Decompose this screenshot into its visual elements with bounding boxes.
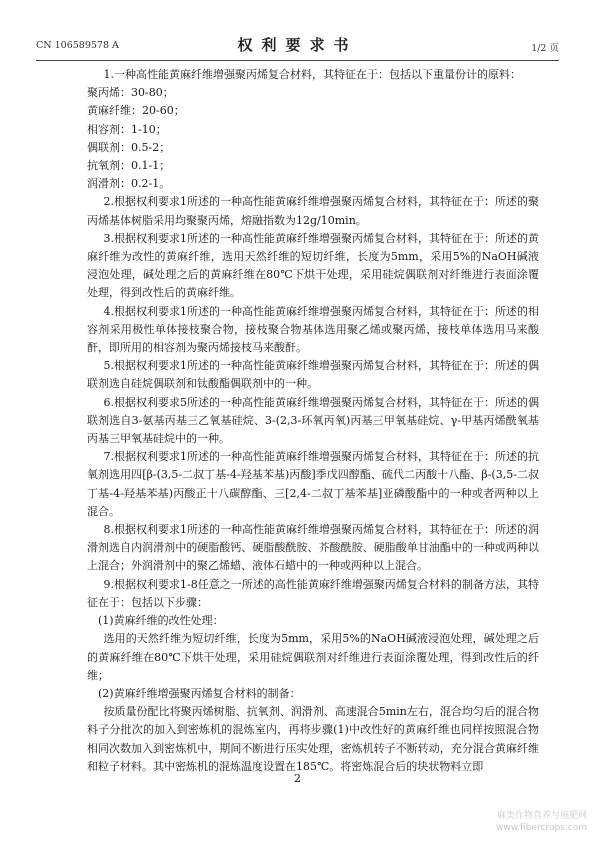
watermark-line: www.fibercrops.com [496, 823, 587, 833]
publication-number: CN 106589578 A [36, 40, 119, 51]
claim-paragraph: 按质量份配比将聚丙烯树脂、抗氧剂、润滑剂、高速混合5min左右，混合均匀后的混合物料子分批次的加入到密炼机的混炼室内，再将步骤(1)中改性好的黄麻纤维也同样按照混合物相同次数加入到密炼机中，期间不断进行压实处理，密炼机转子不断转动，充分混合黄麻纤维和粒子材料。其中密炼机的混炼温度设置在185℃。将密炼混合后的块状物料立即 [87, 705, 539, 773]
claim-paragraph: 相容剂：1-10； [87, 122, 167, 136]
claim-paragraph: 黄麻纤维：20-60； [87, 104, 185, 118]
claim-paragraph: 6.根据权利要求5所述的一种高性能黄麻纤维增强聚丙烯复合材料，其特征在于：所述的偶联剂选自3-氨基丙基三乙氧基硅烷、3-(2,3-环氧丙氧)丙基三甲氧基硅烷、γ-甲基丙烯酰氧基丙基三甲氧基硅烷中的一种。 [87, 395, 539, 446]
watermark-line: 麻类作物营养与施肥网 [496, 811, 587, 821]
claim-paragraph: 选用的天然纤维为短切纤维，长度为5mm，采用5%的NaOH碱液浸泡处理，碱处理之后的黄麻纤维在80℃下烘干处理，采用硅烷偶联剂对纤维进行表面涂覆处理，得到改性后的纤维； [87, 632, 539, 682]
claim-step-heading: (2)黄麻纤维增强聚丙烯复合材料的制备： [98, 686, 301, 700]
claim-paragraph: 8.根据权利要求1所述的一种高性能黄麻纤维增强聚丙烯复合材料，其特征在于：所述的润滑剂选自内润滑剂中的硬脂酸钙、硬脂酸酰胺、芥酸酰胺、硬脂酸单甘油酯中的一种或两种以上混合；外润滑剂中的聚乙烯蜡、液体石蜡中的一种或两种以上混合。 [87, 523, 539, 573]
claim-paragraph: 7.根据权利要求1所述的一种高性能黄麻纤维增强聚丙烯复合材料，其特征在于：所述的抗氧剂选用四[β-(3,5-二叔丁基-4-羟基苯基)丙酸]季戊四醇酯、硫代二丙酸十八酯、β-(3,5-二叔丁基-4-羟基苯基)丙酸正十八碳醇酯、三[2,4-二叔丁基苯基]亚磷酸酯中的一种或者两种以上混合。 [87, 450, 539, 518]
page-number: 2 [294, 772, 301, 785]
claim-paragraph: 聚丙烯：30-80； [87, 86, 174, 100]
claim-paragraph: 9.根据权利要求1-8任意之一所述的高性能黄麻纤维增强聚丙烯复合材料的制备方法，其特征在于：包括以下步骤： [87, 577, 539, 609]
claim-step-heading: (1)黄麻纤维的改性处理： [98, 614, 224, 628]
claim-paragraph: 抗氧剂：0.1-1； [87, 159, 171, 173]
header-divider [36, 60, 559, 61]
claims-body [87, 66, 539, 776]
claim-paragraph: 1.一种高性能黄麻纤维增强聚丙烯复合材料，其特征在于：包括以下重量份计的原料： [103, 68, 521, 81]
claim-paragraph: 润滑剂：0.2-1。 [87, 177, 171, 191]
claim-paragraph: 4.根据权利要求1所述的一种高性能黄麻纤维增强聚丙烯复合材料，其特征在于：所述的相容剂采用极性单体接枝聚合物，接枝聚合物基体选用聚乙烯或聚丙烯，接枝单体选用马来酸酐，即所用的相容剂为聚丙烯接枝马来酸酐。 [87, 304, 539, 355]
claim-paragraph: 3.根据权利要求1所述的一种高性能黄麻纤维增强聚丙烯复合材料，其特征在于：所述的黄麻纤维为改性的黄麻纤维，选用天然纤维的短切纤维，长度为5mm，采用5%的NaOH碱液浸泡处理，碱处理之后的黄麻纤维在80℃下烘干处理，采用硅烷偶联剂对纤维进行表面涂覆处理，得到改性后的黄麻纤维。 [87, 231, 539, 300]
document-title: 权利要求书 [237, 36, 358, 54]
page-header [36, 34, 559, 58]
page-indicator: 1/2 页 [531, 43, 559, 54]
site-watermark [496, 810, 587, 834]
claim-paragraph: 2.根据权利要求1所述的一种高性能黄麻纤维增强聚丙烯复合材料，其特征在于：所述的聚丙烯基体树脂采用均聚聚丙烯，熔融指数为12g/10min。 [87, 195, 539, 227]
claim-paragraph: 偶联剂：0.5-2； [87, 140, 171, 154]
claim-paragraph: 5.根据权利要求1所述的一种高性能黄麻纤维增强聚丙烯复合材料，其特征在于：所述的偶联剂选自硅烷偶联剂和钛酸酯偶联剂中的一种。 [87, 359, 539, 391]
